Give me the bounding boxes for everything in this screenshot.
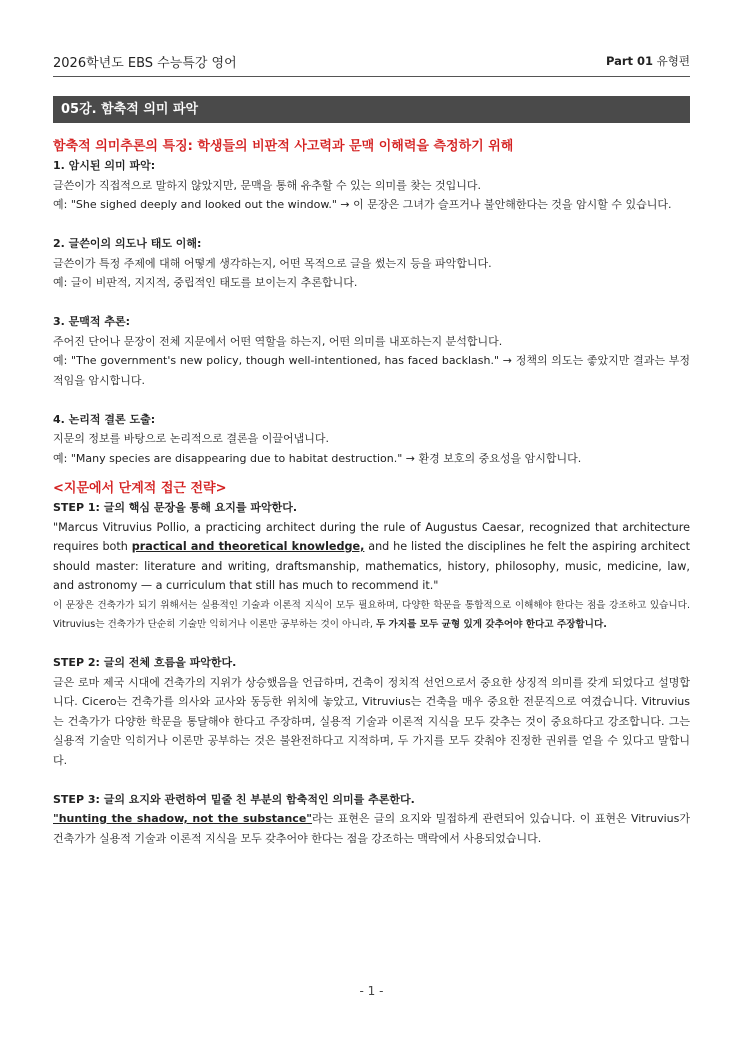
step1-note: 이 문장은 건축가가 되기 위해서는 실용적인 기술과 이론적 지식이 모두 필요하며, 다양한 학문을 통합적으로 이해해야 한다는 점을 강조하고 있습니다. Vitruvius는 건축가가 단순히 기술만 익히거나 이론만 공부하는 것이 아니라, 두 가지를 모두 균형 있게 갖추어야 한다고 주장합니다. [53,599,690,630]
section-text: 주어진 단어나 문장이 전체 지문에서 어떤 역할을 하는지, 어떤 의미를 내포하는지 분석합니다. [53,334,503,348]
intro-heading: 함축적 의미추론의 특징: 학생들의 비판적 사고력과 문맥 이해력을 측정하기 위해 [53,139,514,154]
header-divider [53,76,690,77]
page-header [53,52,690,74]
step3-title: STEP 3: 글의 요지와 관련하여 밑줄 친 부분의 함축적인 의미를 추론한다. [53,792,415,806]
section-title: 1. 암시된 의미 파악: [53,159,156,172]
page-number: - 1 - [359,984,384,998]
section-text: 글쓴이가 특정 주제에 대해 어떻게 생각하는지, 어떤 목적으로 글을 썼는지 등을 파악합니다. [53,256,492,270]
main-content [53,137,690,848]
section-example: 예: "She sighed deeply and looked out the window." → 이 문장은 그녀가 슬프거나 불안해한다는 것을 암시할 수 있습니다. [53,198,672,211]
section-title: 3. 문맥적 추론: [53,315,131,328]
part-number: Part 01 [605,54,654,68]
section-example: 예: "Many species are disappearing due to habitat destruction." → 환경 보호의 중요성을 암시합니다. [53,451,582,465]
section-title: 2. 글쓴이의 의도나 태도 이해: [53,237,202,250]
strategy-heading: <지문에서 단계적 접근 전략> [53,481,227,496]
step1-quote: "Marcus Vitruvius Pollio, a practicing architect during the rule of Augustus Caesar, recognized that architecture requires both practical and theoretical knowledge, and he listed the disciplines he felt the aspiring architect should master: literature and writing, draftsmanship, mathematics, history, philosophy, music, medicine, law, and astronomy — a curriculum that still has much to recommend it." [53,520,690,592]
section-text: 지문의 정보를 바탕으로 논리적으로 결론을 이끌어냅니다. [53,432,330,445]
section-title: 4. 논리적 결론 도출: [53,412,156,426]
target-phrase: "hunting the shadow, not the substance" [53,812,313,825]
lesson-banner: 05강. 함축적 의미 파악 [53,96,690,123]
step3-body: "hunting the shadow, not the substance"라는 표현은 글의 요지와 밀접하게 관련되어 있습니다. 이 표현은 Vitruvius가 건축가가 실용적 기술과 이론적 지식을 모두 갖추어야 한다는 점을 강조하는 맥락에서 사용되었습니다. [53,812,691,845]
part-label [606,53,690,69]
step2-title: STEP 2: 글의 전체 흐름을 파악한다. [53,656,237,669]
section-example: 예: 글이 비판적, 지지적, 중립적인 태도를 보이는지 추론합니다. [53,276,358,289]
section-example: 예: "The government's new policy, though well-intentioned, has faced backlash." → 정책의 의도는 좋았지만 결과는 부정적임을 암시합니다. [53,354,690,387]
section-text: 글쓴이가 직접적으로 말하지 않았지만, 문맥을 통해 유추할 수 있는 의미를 찾는 것입니다. [53,178,481,192]
step1-title: STEP 1: 글의 핵심 문장을 통해 요지를 파악한다. [53,501,298,514]
step1-note-emphasis: 두 가지를 모두 균형 있게 갖추어야 한다고 주장합니다. [375,618,607,630]
document-title: 2026학년도 EBS 수능특강 영어 [53,56,237,71]
step2-body: 글은 로마 제국 시대에 건축가의 지위가 상승했음을 언급하며, 건축이 정치적 선언으로서 중요한 상징적 의미를 갖게 되었다고 설명합니다. Cicero는 건축가를 의사와 교사와 동등한 위치에 놓았고, Vitruvius는 건축을 매우 중요한 전문직으로 여겼습니다. Vitruvius는 건축가가 다양한 학문을 통달해야 한다고 주장하며, 실용적 기술과 이론적 지식을 모두 갖추는 것이 중요하다고 강조합니다. 그는 실용적 기술만 익히거나 이론만 공부하는 것은 불완전하다고 지적하며, 두 가지를 모두 갖춰야 진정한 권위를 얻을 수 있다고 말합니다. [53,675,690,767]
part-name: 유형편 [656,54,690,68]
underlined-phrase: practical and theoretical knowledge, [131,540,365,553]
